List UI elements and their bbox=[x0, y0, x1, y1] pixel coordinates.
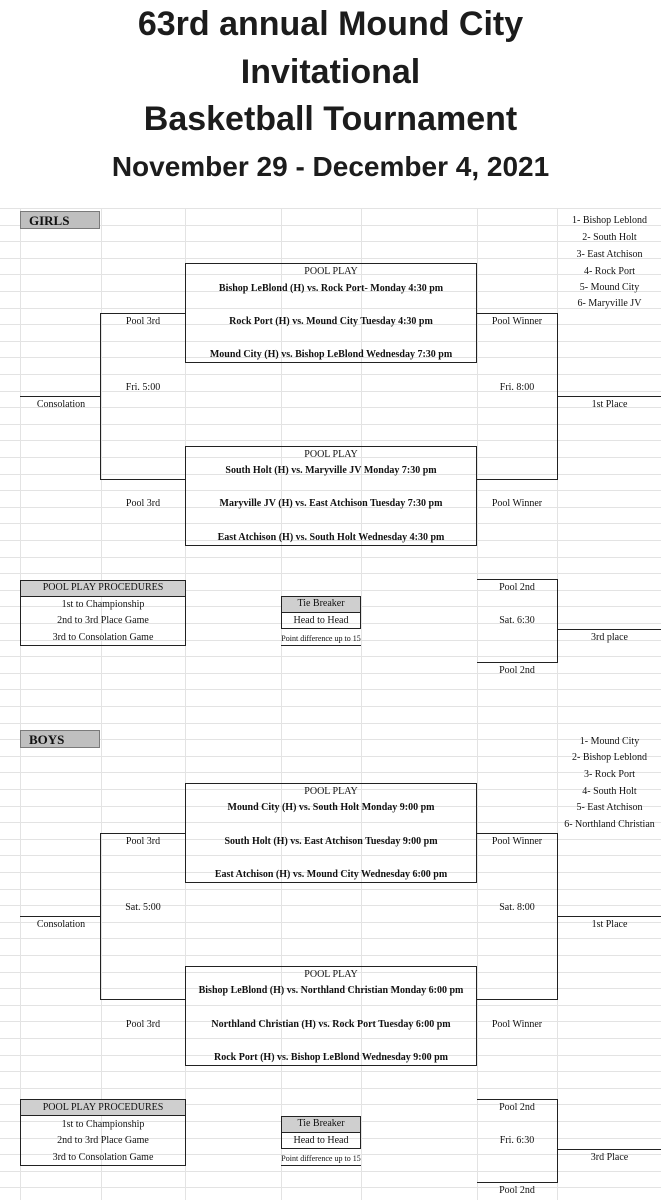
girls-third-time: Sat. 6:30 bbox=[499, 615, 535, 626]
page-title-line-2: Invitational bbox=[240, 53, 421, 91]
boys-tiebreaker-header: Tie Breaker bbox=[297, 1118, 345, 1129]
grid-row-line bbox=[0, 706, 661, 707]
girls-seed-4: 4- Rock Port bbox=[583, 266, 636, 277]
boys-first-place-label: 1st Place bbox=[591, 919, 628, 930]
boys-pool-a-game-2: South Holt (H) vs. East Atchison Tuesday 9:00 pm bbox=[224, 836, 438, 847]
boys-consolation-label: Consolation bbox=[36, 919, 86, 930]
grid-row-line bbox=[0, 1071, 661, 1072]
boys-pool-winner-bottom: Pool Winner bbox=[491, 1019, 543, 1030]
boys-seed-2: 2- Bishop Leblond bbox=[572, 752, 647, 763]
girls-pool-3rd-top: Pool 3rd bbox=[125, 316, 161, 327]
girls-pool-b-game-2: Maryville JV (H) vs. East Atchison Tuesday 7:30 pm bbox=[219, 498, 443, 509]
boys-procedures-header: POOL PLAY PROCEDURES bbox=[42, 1102, 164, 1113]
boys-consolation-result-line bbox=[20, 916, 101, 917]
girls-consolation-result-line bbox=[20, 396, 101, 397]
boys-championship-bottom-line bbox=[477, 999, 557, 1000]
boys-seed-6: 6- Northland Christian bbox=[564, 819, 655, 830]
girls-tiebreaker-header: Tie Breaker bbox=[297, 598, 345, 609]
boys-seed-4: 4- South Holt bbox=[582, 786, 637, 797]
page-title-line-1: 63rd annual Mound City bbox=[137, 5, 524, 43]
girls-consolation-top-line bbox=[101, 313, 185, 314]
girls-tiebreaker-underline bbox=[281, 645, 361, 646]
boys-third-place-label: 3rd Place bbox=[590, 1152, 629, 1163]
girls-consolation-bottom-line bbox=[101, 479, 185, 480]
boys-pool-b-game-1: Bishop LeBlond (H) vs. Northland Christian Monday 6:00 pm bbox=[198, 985, 464, 996]
boys-consolation-time: Sat. 5:00 bbox=[125, 902, 161, 913]
girls-third-result-line bbox=[557, 629, 661, 630]
boys-tiebreaker-underline bbox=[281, 1165, 361, 1166]
boys-section-label: BOYS bbox=[20, 730, 100, 748]
boys-pool-b-game-3: Rock Port (H) vs. Bishop LeBlond Wednesday 9:00 pm bbox=[213, 1052, 448, 1063]
girls-championship-top-line bbox=[477, 313, 557, 314]
girls-third-pool-2nd-top: Pool 2nd bbox=[499, 582, 535, 593]
girls-pool-b-header: POOL PLAY bbox=[304, 449, 358, 460]
girls-third-connector bbox=[557, 579, 558, 663]
girls-third-pool-2nd-bottom: Pool 2nd bbox=[499, 665, 535, 676]
boys-pool-b-game-2: Northland Christian (H) vs. Rock Port Tuesday 6:00 pm bbox=[211, 1019, 451, 1030]
girls-championship-bottom-line bbox=[477, 479, 557, 480]
girls-pool-a-game-1: Bishop LeBlond (H) vs. Rock Port- Monday 4:30 pm bbox=[218, 283, 444, 294]
boys-seed-5: 5- East Atchison bbox=[576, 802, 643, 813]
grid-row-line bbox=[0, 573, 661, 574]
girls-procedure-3: 3rd to Consolation Game bbox=[52, 632, 154, 643]
boys-pool-a-header: POOL PLAY bbox=[304, 786, 358, 797]
girls-pool-winner-bottom: Pool Winner bbox=[491, 498, 543, 509]
girls-third-top-line bbox=[477, 579, 557, 580]
grid-column-line bbox=[20, 208, 21, 1200]
girls-consolation-time: Fri. 5:00 bbox=[125, 382, 161, 393]
girls-tiebreaker-item: Head to Head bbox=[293, 615, 349, 626]
girls-pool-winner-top: Pool Winner bbox=[491, 316, 543, 327]
boys-third-connector bbox=[557, 1099, 558, 1183]
girls-procedure-2: 2nd to 3rd Place Game bbox=[57, 615, 149, 626]
grid-row-line bbox=[0, 723, 661, 724]
girls-seed-5: 5- Mound City bbox=[579, 282, 640, 293]
grid-row-line bbox=[0, 208, 661, 209]
girls-seed-1: 1- Bishop Leblond bbox=[572, 215, 647, 226]
girls-consolation-label: Consolation bbox=[36, 399, 86, 410]
girls-seed-3: 3- East Atchison bbox=[576, 249, 643, 260]
boys-third-result-line bbox=[557, 1149, 661, 1150]
boys-third-bottom-line bbox=[477, 1182, 557, 1183]
girls-championship-time: Fri. 8:00 bbox=[499, 382, 535, 393]
boys-consolation-top-line bbox=[101, 833, 185, 834]
grid-column-line bbox=[477, 208, 478, 1200]
boys-pool-b-header: POOL PLAY bbox=[304, 969, 358, 980]
girls-pool-3rd-bottom: Pool 3rd bbox=[125, 498, 161, 509]
boys-third-top-line bbox=[477, 1099, 557, 1100]
boys-seed-3: 3- Rock Port bbox=[583, 769, 636, 780]
girls-pool-a-game-3: Mound City (H) vs. Bishop LeBlond Wednesday 7:30 pm bbox=[209, 349, 453, 360]
grid-row-line bbox=[0, 689, 661, 690]
grid-row-line bbox=[0, 1171, 661, 1172]
boys-third-pool-2nd-bottom: Pool 2nd bbox=[499, 1185, 535, 1196]
girls-pool-a-header: POOL PLAY bbox=[304, 266, 358, 277]
boys-tiebreaker-item: Head to Head bbox=[293, 1135, 349, 1146]
girls-pool-a-game-2: Rock Port (H) vs. Mound City Tuesday 4:30 pm bbox=[229, 316, 433, 327]
girls-seed-6: 6- Maryville JV bbox=[577, 298, 642, 309]
boys-seed-1: 1- Mound City bbox=[579, 736, 640, 747]
girls-tiebreaker-note: Point difference up to 15 bbox=[281, 634, 361, 643]
girls-third-bottom-line bbox=[477, 662, 557, 663]
tournament-dates: November 29 - December 4, 2021 bbox=[111, 151, 550, 182]
boys-third-pool-2nd-top: Pool 2nd bbox=[499, 1102, 535, 1113]
girls-pool-b-game-1: South Holt (H) vs. Maryville JV Monday 7:30 pm bbox=[225, 465, 437, 476]
girls-procedure-1: 1st to Championship bbox=[61, 599, 145, 610]
grid-row-line bbox=[0, 673, 661, 674]
boys-pool-a-game-3: East Atchison (H) vs. Mound City Wednesday 6:00 pm bbox=[214, 869, 448, 880]
boys-pool-a-game-1: Mound City (H) vs. South Holt Monday 9:00 pm bbox=[227, 802, 435, 813]
page-title-line-3: Basketball Tournament bbox=[143, 100, 518, 138]
boys-procedure-3: 3rd to Consolation Game bbox=[52, 1152, 154, 1163]
boys-pool-winner-top: Pool Winner bbox=[491, 836, 543, 847]
girls-seed-2: 2- South Holt bbox=[582, 232, 637, 243]
boys-pool-3rd-bottom: Pool 3rd bbox=[125, 1019, 161, 1030]
boys-championship-top-line bbox=[477, 833, 557, 834]
boys-procedure-1: 1st to Championship bbox=[61, 1119, 145, 1130]
boys-championship-time: Sat. 8:00 bbox=[499, 902, 535, 913]
boys-procedure-2: 2nd to 3rd Place Game bbox=[57, 1135, 149, 1146]
girls-pool-b-game-3: East Atchison (H) vs. South Holt Wednesday 4:30 pm bbox=[217, 532, 445, 543]
boys-third-time: Fri. 6:30 bbox=[499, 1135, 535, 1146]
boys-consolation-bottom-line bbox=[101, 999, 185, 1000]
grid-row-line bbox=[0, 1088, 661, 1089]
grid-column-line bbox=[101, 208, 102, 1200]
boys-championship-result-line bbox=[557, 916, 661, 917]
girls-section-label: GIRLS bbox=[20, 211, 100, 229]
girls-championship-result-line bbox=[557, 396, 661, 397]
grid-row-line bbox=[0, 1187, 661, 1188]
girls-procedures-header: POOL PLAY PROCEDURES bbox=[42, 582, 164, 593]
girls-first-place-label: 1st Place bbox=[591, 399, 628, 410]
boys-pool-3rd-top: Pool 3rd bbox=[125, 836, 161, 847]
girls-third-place-label: 3rd place bbox=[591, 632, 628, 643]
grid-row-line bbox=[0, 656, 661, 657]
grid-row-line bbox=[0, 557, 661, 558]
boys-tiebreaker-note: Point difference up to 15 bbox=[281, 1154, 361, 1163]
